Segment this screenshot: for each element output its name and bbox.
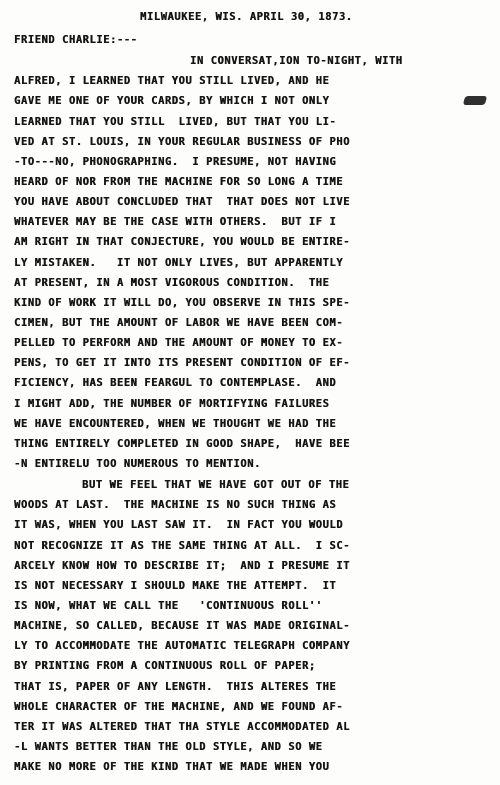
letter-line: THING ENTIRELY COMPLETED IN GOOD SHAPE, HAVE BEE — [14, 438, 350, 450]
letter-line: BY PRINTING FROM A CONTINUOUS ROLL OF PAPER; — [14, 660, 316, 672]
letter-line: TER IT WAS ALTERED THAT THA STYLE ACCOMMODATED AL — [14, 721, 350, 733]
letter-line: -L WANTS BETTER THAN THE OLD STYLE, AND SO WE — [14, 741, 323, 753]
letter-line: PENS, TO GET IT INTO ITS PRESENT CONDITION OF EF- — [14, 357, 350, 369]
dateline: MILWAUKEE, WIS. APRIL 30, 1873. — [140, 11, 353, 23]
letter-line: THAT IS, PAPER OF ANY LENGTH. THIS ALTERES THE — [14, 681, 337, 693]
letter-line: I MIGHT ADD, THE NUMBER OF MORTIFYING FAILURES — [14, 398, 330, 410]
letter-line: LY MISTAKEN. IT NOT ONLY LIVES, BUT APPARENTLY — [14, 257, 344, 269]
ink-smudge — [463, 96, 487, 105]
letter-line: BUT WE FEEL THAT WE HAVE GOT OUT OF THE — [82, 479, 350, 491]
letter-line: -TO---NO, PHONOGRAPHING. I PRESUME, NOT HAVING — [14, 156, 337, 168]
letter-line: IS NOT NECESSARY I SHOULD MAKE THE ATTEMPT. IT — [14, 580, 337, 592]
letter-line: MACHINE, SO CALLED, BECAUSE IT WAS MADE ORIGINAL- — [14, 620, 350, 632]
letter-line: ALFRED, I LEARNED THAT YOU STILL LIVED, AND HE — [14, 75, 330, 87]
letter-line: IN CONVERSAT,ION TO-NIGHT, WITH — [190, 55, 403, 67]
letter-line: IT WAS, WHEN YOU LAST SAW IT. IN FACT YOU WOULD — [14, 519, 344, 531]
letter-line: AT PRESENT, IN A MOST VIGOROUS CONDITION. THE — [14, 277, 330, 289]
letter-line: WOODS AT LAST. THE MACHINE IS NO SUCH THING AS — [14, 499, 337, 511]
letter-line: GAVE ME ONE OF YOUR CARDS, BY WHICH I NOT ONLY — [14, 95, 330, 107]
letter-line: NOT RECOGNIZE IT AS THE SAME THING AT ALL. I SC- — [14, 540, 350, 552]
letter-line: WHOLE CHARACTER OF THE MACHINE, AND WE FOUND AF- — [14, 701, 344, 713]
letter-line: IS NOW, WHAT WE CALL THE 'CONTINUOUS ROLL'' — [14, 600, 323, 612]
letter-line: LEARNED THAT YOU STILL LIVED, BUT THAT YOU LI- — [14, 116, 337, 128]
letter-line: PELLED TO PERFORM AND THE AMOUNT OF MONEY TO EX- — [14, 337, 344, 349]
letter-line: KIND OF WORK IT WILL DO, YOU OBSERVE IN THIS SPE- — [14, 297, 350, 309]
letter-line: AM RIGHT IN THAT CONJECTURE, YOU WOULD BE ENTIRE- — [14, 236, 350, 248]
letter-line: ARCELY KNOW HOW TO DESCRIBE IT; AND I PRESUME IT — [14, 560, 350, 572]
letter-line: -N ENTIRELU TOO NUMEROUS TO MENTION. — [14, 458, 261, 470]
letter-line: FICIENCY, HAS BEEN FEARGUL TO CONTEMPLASE. AND — [14, 377, 337, 389]
letter-line: WE HAVE ENCOUNTERED, WHEN WE THOUGHT WE HAD THE — [14, 418, 337, 430]
salutation: FRIEND CHARLIE:--- — [14, 34, 138, 46]
letter-line: HEARD OF NOR FROM THE MACHINE FOR SO LONG A TIME — [14, 176, 344, 188]
letter-line: LY TO ACCOMMODATE THE AUTOMATIC TELEGRAPH COMPANY — [14, 640, 350, 652]
letter-line: VED AT ST. LOUIS, IN YOUR REGULAR BUSINESS OF PHO — [14, 136, 350, 148]
letter-line: MAKE NO MORE OF THE KIND THAT WE MADE WHEN YOU — [14, 761, 330, 773]
letter-line: WHATEVER MAY BE THE CASE WITH OTHERS. BUT IF I — [14, 216, 337, 228]
letter-line: CIMEN, BUT THE AMOUNT OF LABOR WE HAVE BEEN COM- — [14, 317, 344, 329]
letter-line: YOU HAVE ABOUT CONCLUDED THAT THAT DOES NOT LIVE — [14, 196, 350, 208]
